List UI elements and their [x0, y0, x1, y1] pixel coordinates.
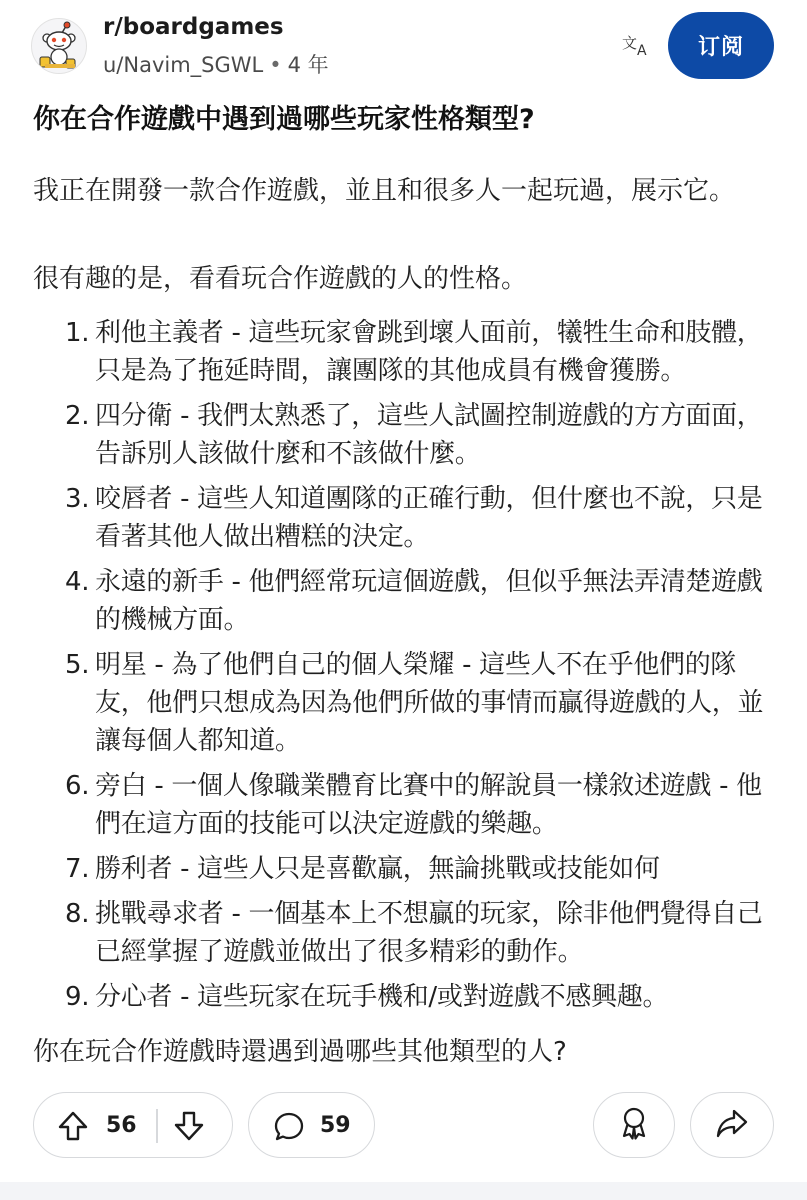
share-icon	[715, 1107, 749, 1143]
svg-text:文: 文	[622, 34, 638, 52]
comments-button[interactable]	[248, 1092, 375, 1158]
list-text: 永遠的新手 - 他們經常玩這個遊戲，但似乎無法弄清楚遊戲的機械方面。	[95, 567, 763, 635]
list-number: 9.	[65, 982, 90, 1012]
list-number: 2.	[65, 401, 90, 431]
author-name[interactable]: u/Navim_SGWL	[103, 53, 264, 77]
list-number: 3.	[65, 484, 90, 514]
post-title: 你在合作遊戲中遇到過哪些玩家性格類型?	[33, 104, 535, 135]
vote-control	[33, 1092, 233, 1158]
player-types-list	[33, 314, 778, 1016]
list-number: 4.	[65, 567, 90, 597]
list-text: 分心者 - 這些玩家在玩手機和/或對遊戲不感興趣。	[95, 982, 669, 1012]
upvote-icon[interactable]	[56, 1109, 90, 1147]
subreddit-name[interactable]: r/boardgames	[103, 14, 284, 40]
list-text: 四分衛 - 我們太熟悉了，這些人試圖控制遊戲的方方面面，告訴別人該做什麼和不該做什麼。	[95, 401, 763, 469]
upvote-count: 56	[106, 1113, 137, 1138]
subscribe-button[interactable]: 订阅	[668, 12, 774, 79]
award-button[interactable]	[593, 1092, 675, 1158]
list-item	[33, 314, 778, 390]
meta-separator: •	[269, 53, 282, 77]
subreddit-avatar[interactable]	[31, 18, 87, 74]
list-text: 咬唇者 - 這些人知道團隊的正確行動，但什麼也不說，只是看著其他人做出糟糕的決定。	[95, 484, 763, 552]
svg-text:A: A	[637, 43, 647, 59]
list-number: 1.	[65, 318, 90, 348]
post-closing: 你在玩合作遊戲時還遇到過哪些其他類型的人?	[33, 1037, 567, 1067]
list-number: 5.	[65, 650, 90, 680]
list-text: 挑戰尋求者 - 一個基本上不想贏的玩家，除非他們覺得自己已經掌握了遊戲並做出了很多精彩的動作。	[95, 899, 763, 967]
list-text: 旁白 - 一個人像職業體育比賽中的解說員一樣敘述遊戲 - 他們在這方面的技能可以決定遊戲的樂趣。	[95, 771, 762, 839]
list-item	[33, 646, 778, 760]
list-item	[33, 767, 778, 843]
post-age: 4 年	[287, 53, 329, 77]
translate-icon[interactable]	[620, 30, 654, 60]
post-meta	[103, 49, 329, 79]
downvote-icon[interactable]	[172, 1109, 206, 1147]
list-item	[33, 850, 778, 888]
award-icon	[617, 1105, 651, 1145]
share-button[interactable]	[690, 1092, 774, 1158]
action-bar	[0, 1092, 807, 1164]
list-text: 勝利者 - 這些人只是喜歡贏，無論挑戰或技能如何	[95, 854, 660, 884]
list-item	[33, 480, 778, 556]
list-item	[33, 563, 778, 639]
post-header	[0, 0, 807, 100]
post-body	[33, 172, 778, 1071]
comment-icon	[273, 1111, 305, 1147]
post-intro-2: 很有趣的是，看看玩合作遊戲的人的性格。	[33, 264, 528, 294]
comment-count: 59	[320, 1113, 351, 1138]
list-item	[33, 397, 778, 473]
list-text: 明星 - 為了他們自己的個人榮耀 - 這些人不在乎他們的隊友，他們只想成為因為他們所做的事情而贏得遊戲的人，並讓每個人都知道。	[95, 650, 764, 756]
list-text: 利他主義者 - 這些玩家會跳到壞人面前，犧牲生命和肢體，只是為了拖延時間，讓團隊的其他成員有機會獲勝。	[95, 318, 763, 386]
snoo-icon	[32, 19, 86, 73]
list-number: 8.	[65, 899, 90, 929]
vote-divider	[156, 1109, 158, 1143]
bottom-edge	[0, 1182, 807, 1200]
post-intro: 我正在開發一款合作遊戲，並且和很多人一起玩過，展示它。	[33, 176, 736, 206]
list-number: 7.	[65, 854, 90, 884]
list-item	[33, 895, 778, 971]
list-item	[33, 978, 778, 1016]
list-number: 6.	[65, 771, 90, 801]
